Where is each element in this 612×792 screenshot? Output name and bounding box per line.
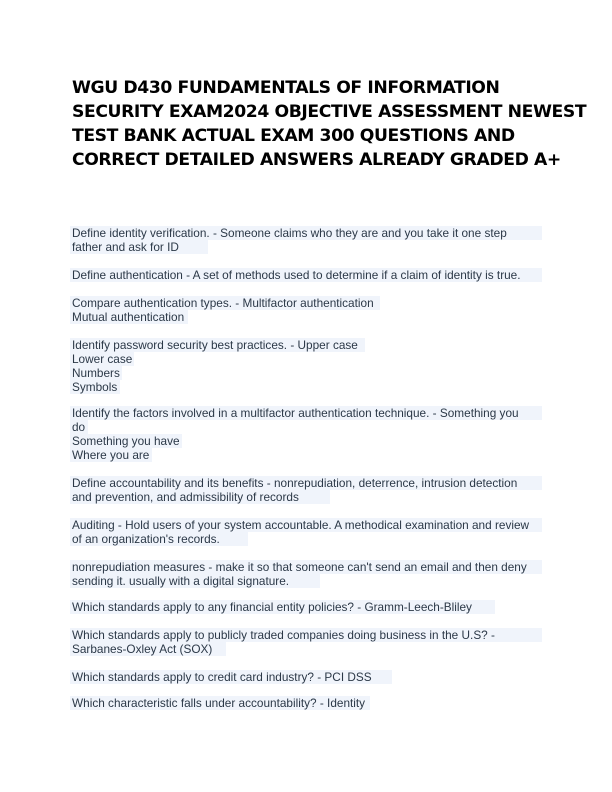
qa-line: Compare authentication types. - Multifactor authentication [72, 296, 374, 310]
qa-line: Which standards apply to any financial entity policies? - Gramm-Leech-Bliley [72, 600, 472, 614]
qa-line: Where you are [72, 448, 150, 462]
qa-line: Which standards apply to credit card industry? - PCI DSS [72, 670, 372, 684]
qa-line: Identify password security best practices. - Upper case [72, 338, 358, 352]
qa-item [72, 296, 542, 324]
qa-item [72, 226, 542, 254]
title-line: TEST BANK ACTUAL EXAM 300 QUESTIONS AND [72, 126, 515, 146]
qa-item [72, 670, 542, 684]
qa-line: Which characteristic falls under accountability? - Identity [72, 696, 366, 710]
qa-line: Define accountability and its benefits - nonrepudiation, deterrence, intrusion detection [72, 476, 518, 490]
qa-line: do [72, 420, 86, 434]
qa-item [72, 560, 542, 588]
qa-line: sending it. usually with a digital signature. [72, 574, 290, 588]
document-title [72, 76, 587, 172]
qa-line: Auditing - Hold users of your system accountable. A methodical examination and review [72, 518, 530, 532]
qa-line: Symbols [72, 380, 118, 394]
qa-item [72, 600, 542, 614]
qa-line: of an organization's records. [72, 532, 220, 546]
qa-item [72, 476, 542, 504]
qa-line: Define identity verification. - Someone claims who they are and you take it one step [72, 226, 507, 240]
qa-line: Define authentication - A set of methods used to determine if a claim of identity is true. [72, 268, 521, 282]
title-line: SECURITY EXAM2024 OBJECTIVE ASSESSMENT NEWEST [72, 102, 587, 122]
qa-line: Lower case [72, 352, 133, 366]
qa-item [72, 406, 542, 462]
qa-line: Something you have [72, 434, 180, 448]
qa-line: Numbers [72, 366, 120, 380]
qa-line: Identify the factors involved in a multifactor authentication technique. - Something you [72, 406, 519, 420]
qa-line: Mutual authentication [72, 310, 185, 324]
qa-item [72, 628, 542, 656]
qa-line: and prevention, and admissibility of records [72, 490, 299, 504]
title-line: CORRECT DETAILED ANSWERS ALREADY GRADED A+ [72, 150, 561, 170]
qa-line: father and ask for ID [72, 240, 179, 254]
qa-item [72, 268, 542, 282]
qa-item [72, 518, 542, 546]
title-line: WGU D430 FUNDAMENTALS OF INFORMATION [72, 78, 500, 98]
qa-line: nonrepudiation measures - make it so that someone can't send an email and then deny [72, 560, 527, 574]
qa-line: Which standards apply to publicly traded companies doing business in the U.S? - [72, 628, 495, 642]
qa-item [72, 696, 542, 710]
qa-line: Sarbanes-Oxley Act (SOX) [72, 642, 213, 656]
qa-item [72, 338, 542, 394]
